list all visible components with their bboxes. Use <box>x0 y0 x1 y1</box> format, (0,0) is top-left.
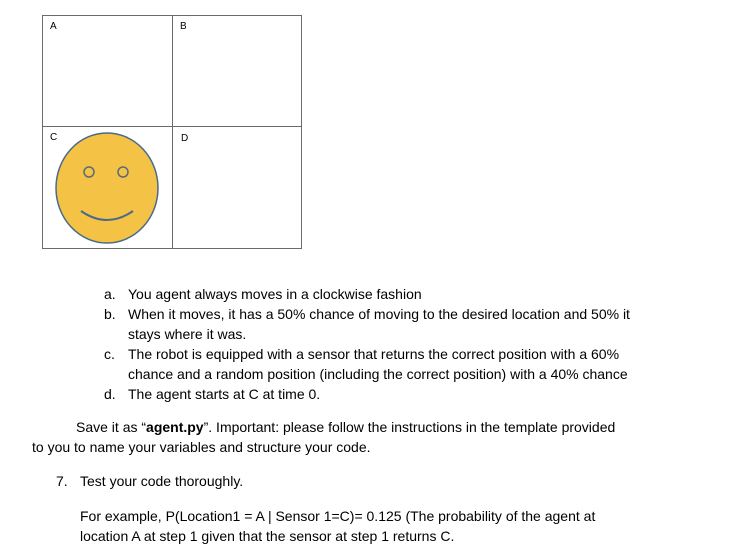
list-marker: d. <box>104 386 116 402</box>
grid-cell-d <box>172 126 302 249</box>
example-line2: location A at step 1 given that the sensor at step 1 returns C. <box>80 528 455 544</box>
list-item-text: chance and a random position (including the correct position) with a 40% chance <box>128 366 628 382</box>
save-prefix: Save it as “ <box>76 419 147 435</box>
cell-label-c: C <box>50 132 58 143</box>
cell-label-b: B <box>180 21 187 32</box>
list-item-text: When it moves, it has a 50% chance of moving to the desired location and 50% it <box>128 306 630 322</box>
agent-smiley-icon <box>54 131 160 245</box>
cell-label-d: D <box>181 133 189 144</box>
step-number: 7. <box>56 473 68 489</box>
grid-cell-b <box>172 15 302 127</box>
save-filename: agent.py <box>146 419 204 435</box>
save-suffix: ”. Important: please follow the instructions in the template provided <box>203 419 616 435</box>
save-instruction-line2: to you to name your variables and structure your code. <box>32 439 371 455</box>
list-marker: b. <box>104 306 116 322</box>
list-item-text: You agent always moves in a clockwise fashion <box>128 286 422 302</box>
cell-label-a: A <box>50 21 57 32</box>
example-line1: For example, P(Location1 = A | Sensor 1=C)= 0.125 (The probability of the agent at <box>80 508 596 524</box>
list-item-text: The robot is equipped with a sensor that returns the correct position with a 60% <box>128 346 620 362</box>
grid-cell-a <box>42 15 173 127</box>
location-grid <box>42 15 302 249</box>
list-item-text: The agent starts at C at time 0. <box>128 386 321 402</box>
save-instruction <box>76 419 615 435</box>
list-marker: a. <box>104 286 116 302</box>
list-item-text: stays where it was. <box>128 326 247 342</box>
step-text: Test your code thoroughly. <box>80 473 244 489</box>
list-marker: c. <box>104 346 115 362</box>
